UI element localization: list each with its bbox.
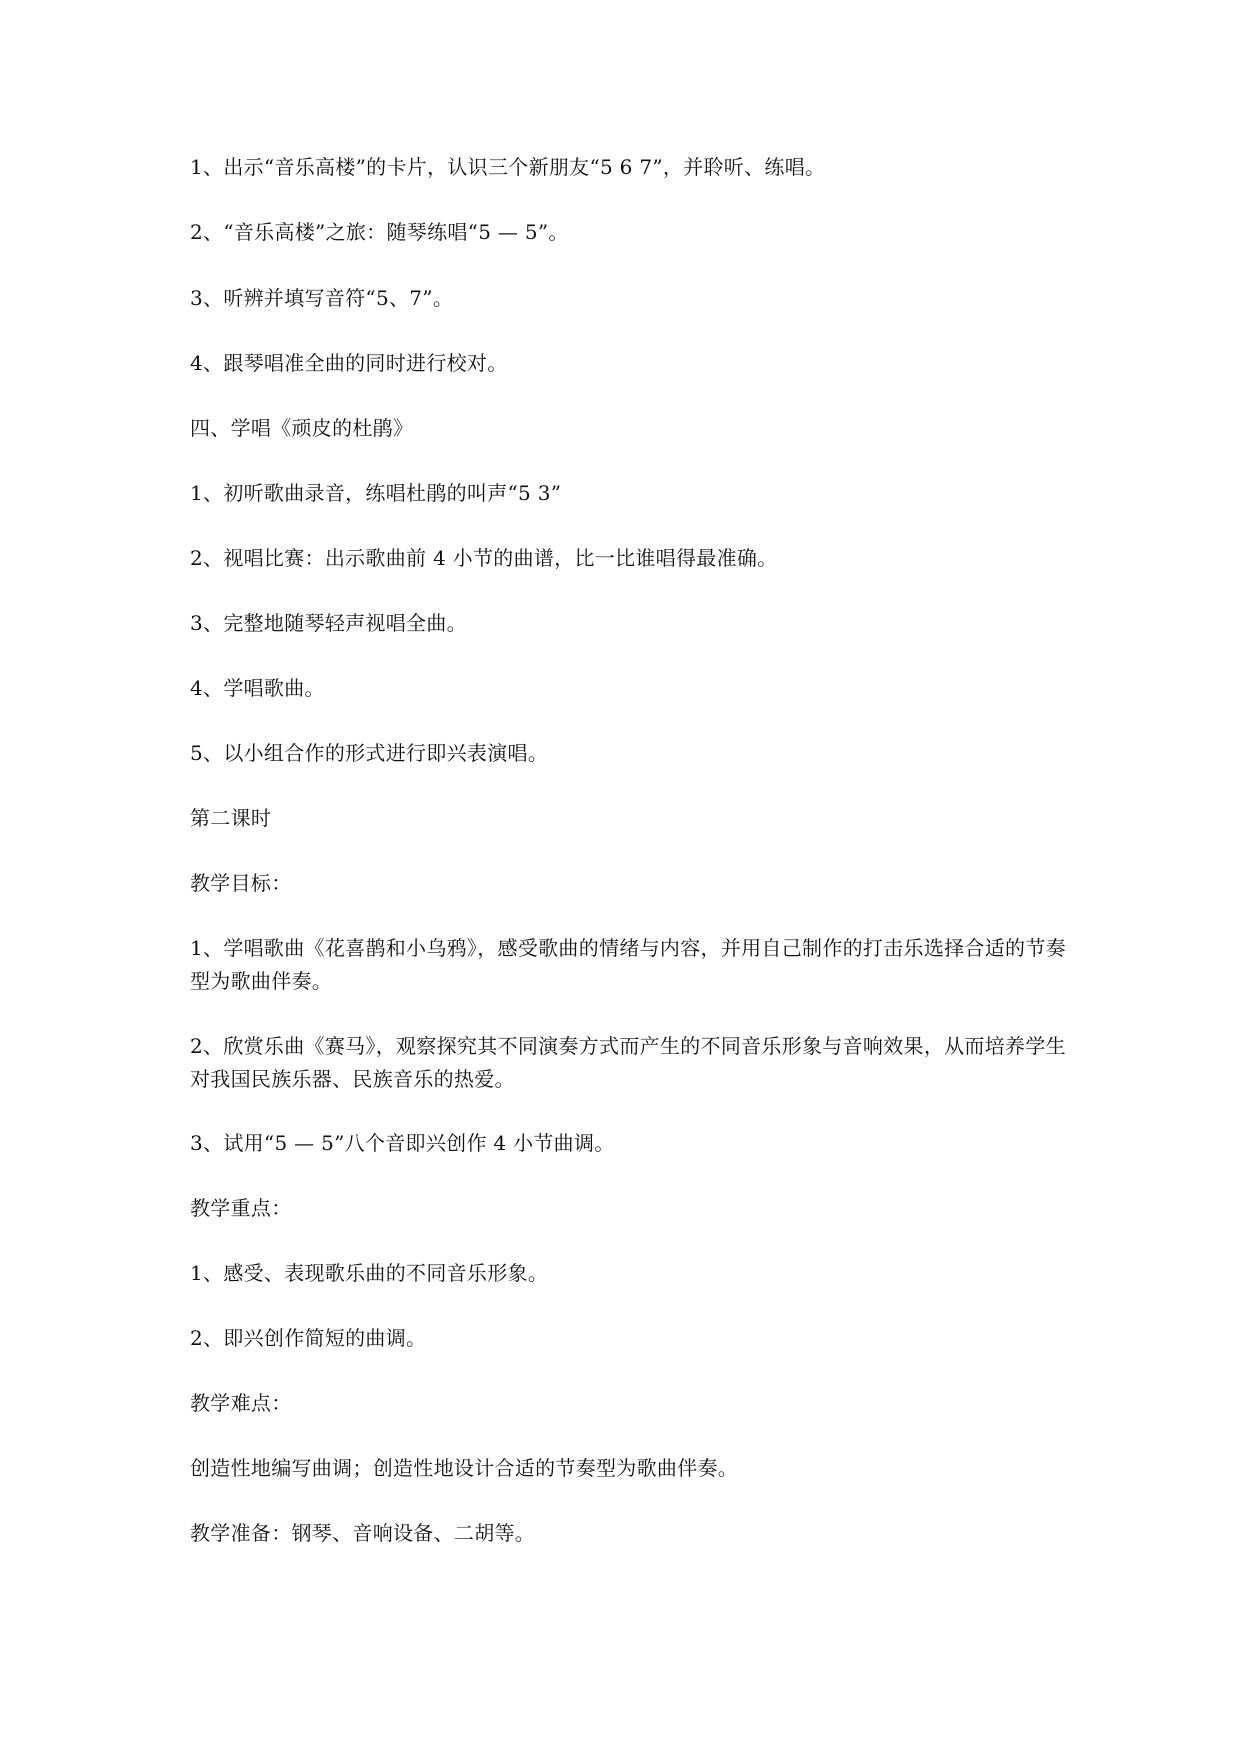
paragraph: 4、学唱歌曲。 bbox=[190, 676, 325, 700]
subheading-key-points: 教学重点： bbox=[190, 1196, 292, 1220]
paragraph: 4、跟琴唱准全曲的同时进行校对。 bbox=[190, 351, 508, 375]
paragraph: 3、试用“5 — 5”八个音即兴创作 4 小节曲调。 bbox=[190, 1131, 615, 1155]
paragraph: 1、出示“音乐高楼”的卡片，认识三个新朋友“5 6 7”，并聆听、练唱。 bbox=[190, 155, 826, 179]
paragraph: 3、完整地随琴轻声视唱全曲。 bbox=[190, 611, 467, 635]
paragraph: 5、以小组合作的形式进行即兴表演唱。 bbox=[190, 741, 549, 765]
paragraph: 1、学唱歌曲《花喜鹊和小乌鸦》，感受歌曲的情绪与内容，并用自己制作的打击乐选择合适的节奏型为歌曲伴奏。 bbox=[190, 936, 1066, 993]
paragraph: 2、欣赏乐曲《赛马》，观察探究其不同演奏方式而产生的不同音乐形象与音响效果，从而培养学生对我国民族乐器、民族音乐的热爱。 bbox=[190, 1034, 1066, 1091]
paragraph: 1、感受、表现歌乐曲的不同音乐形象。 bbox=[190, 1261, 549, 1285]
paragraph: 创造性地编写曲调；创造性地设计合适的节奏型为歌曲伴奏。 bbox=[190, 1456, 739, 1480]
paragraph: 2、即兴创作简短的曲调。 bbox=[190, 1326, 427, 1350]
subheading-objectives: 教学目标： bbox=[190, 871, 292, 895]
paragraph: 教学准备：钢琴、音响设备、二胡等。 bbox=[190, 1521, 536, 1545]
paragraph: 2、视唱比赛：出示歌曲前 4 小节的曲谱，比一比谁唱得最准确。 bbox=[190, 546, 778, 570]
section-heading: 四、学唱《顽皮的杜鹃》 bbox=[190, 416, 414, 440]
subheading-difficulties: 教学难点： bbox=[190, 1391, 292, 1415]
paragraph: 3、听辨并填写音符“5、7”。 bbox=[190, 286, 454, 310]
lesson-heading: 第二课时 bbox=[190, 806, 272, 830]
paragraph: 1、初听歌曲录音，练唱杜鹃的叫声“5 3” bbox=[190, 481, 562, 505]
paragraph: 2、“音乐高楼”之旅：随琴练唱“5 — 5”。 bbox=[190, 220, 569, 244]
